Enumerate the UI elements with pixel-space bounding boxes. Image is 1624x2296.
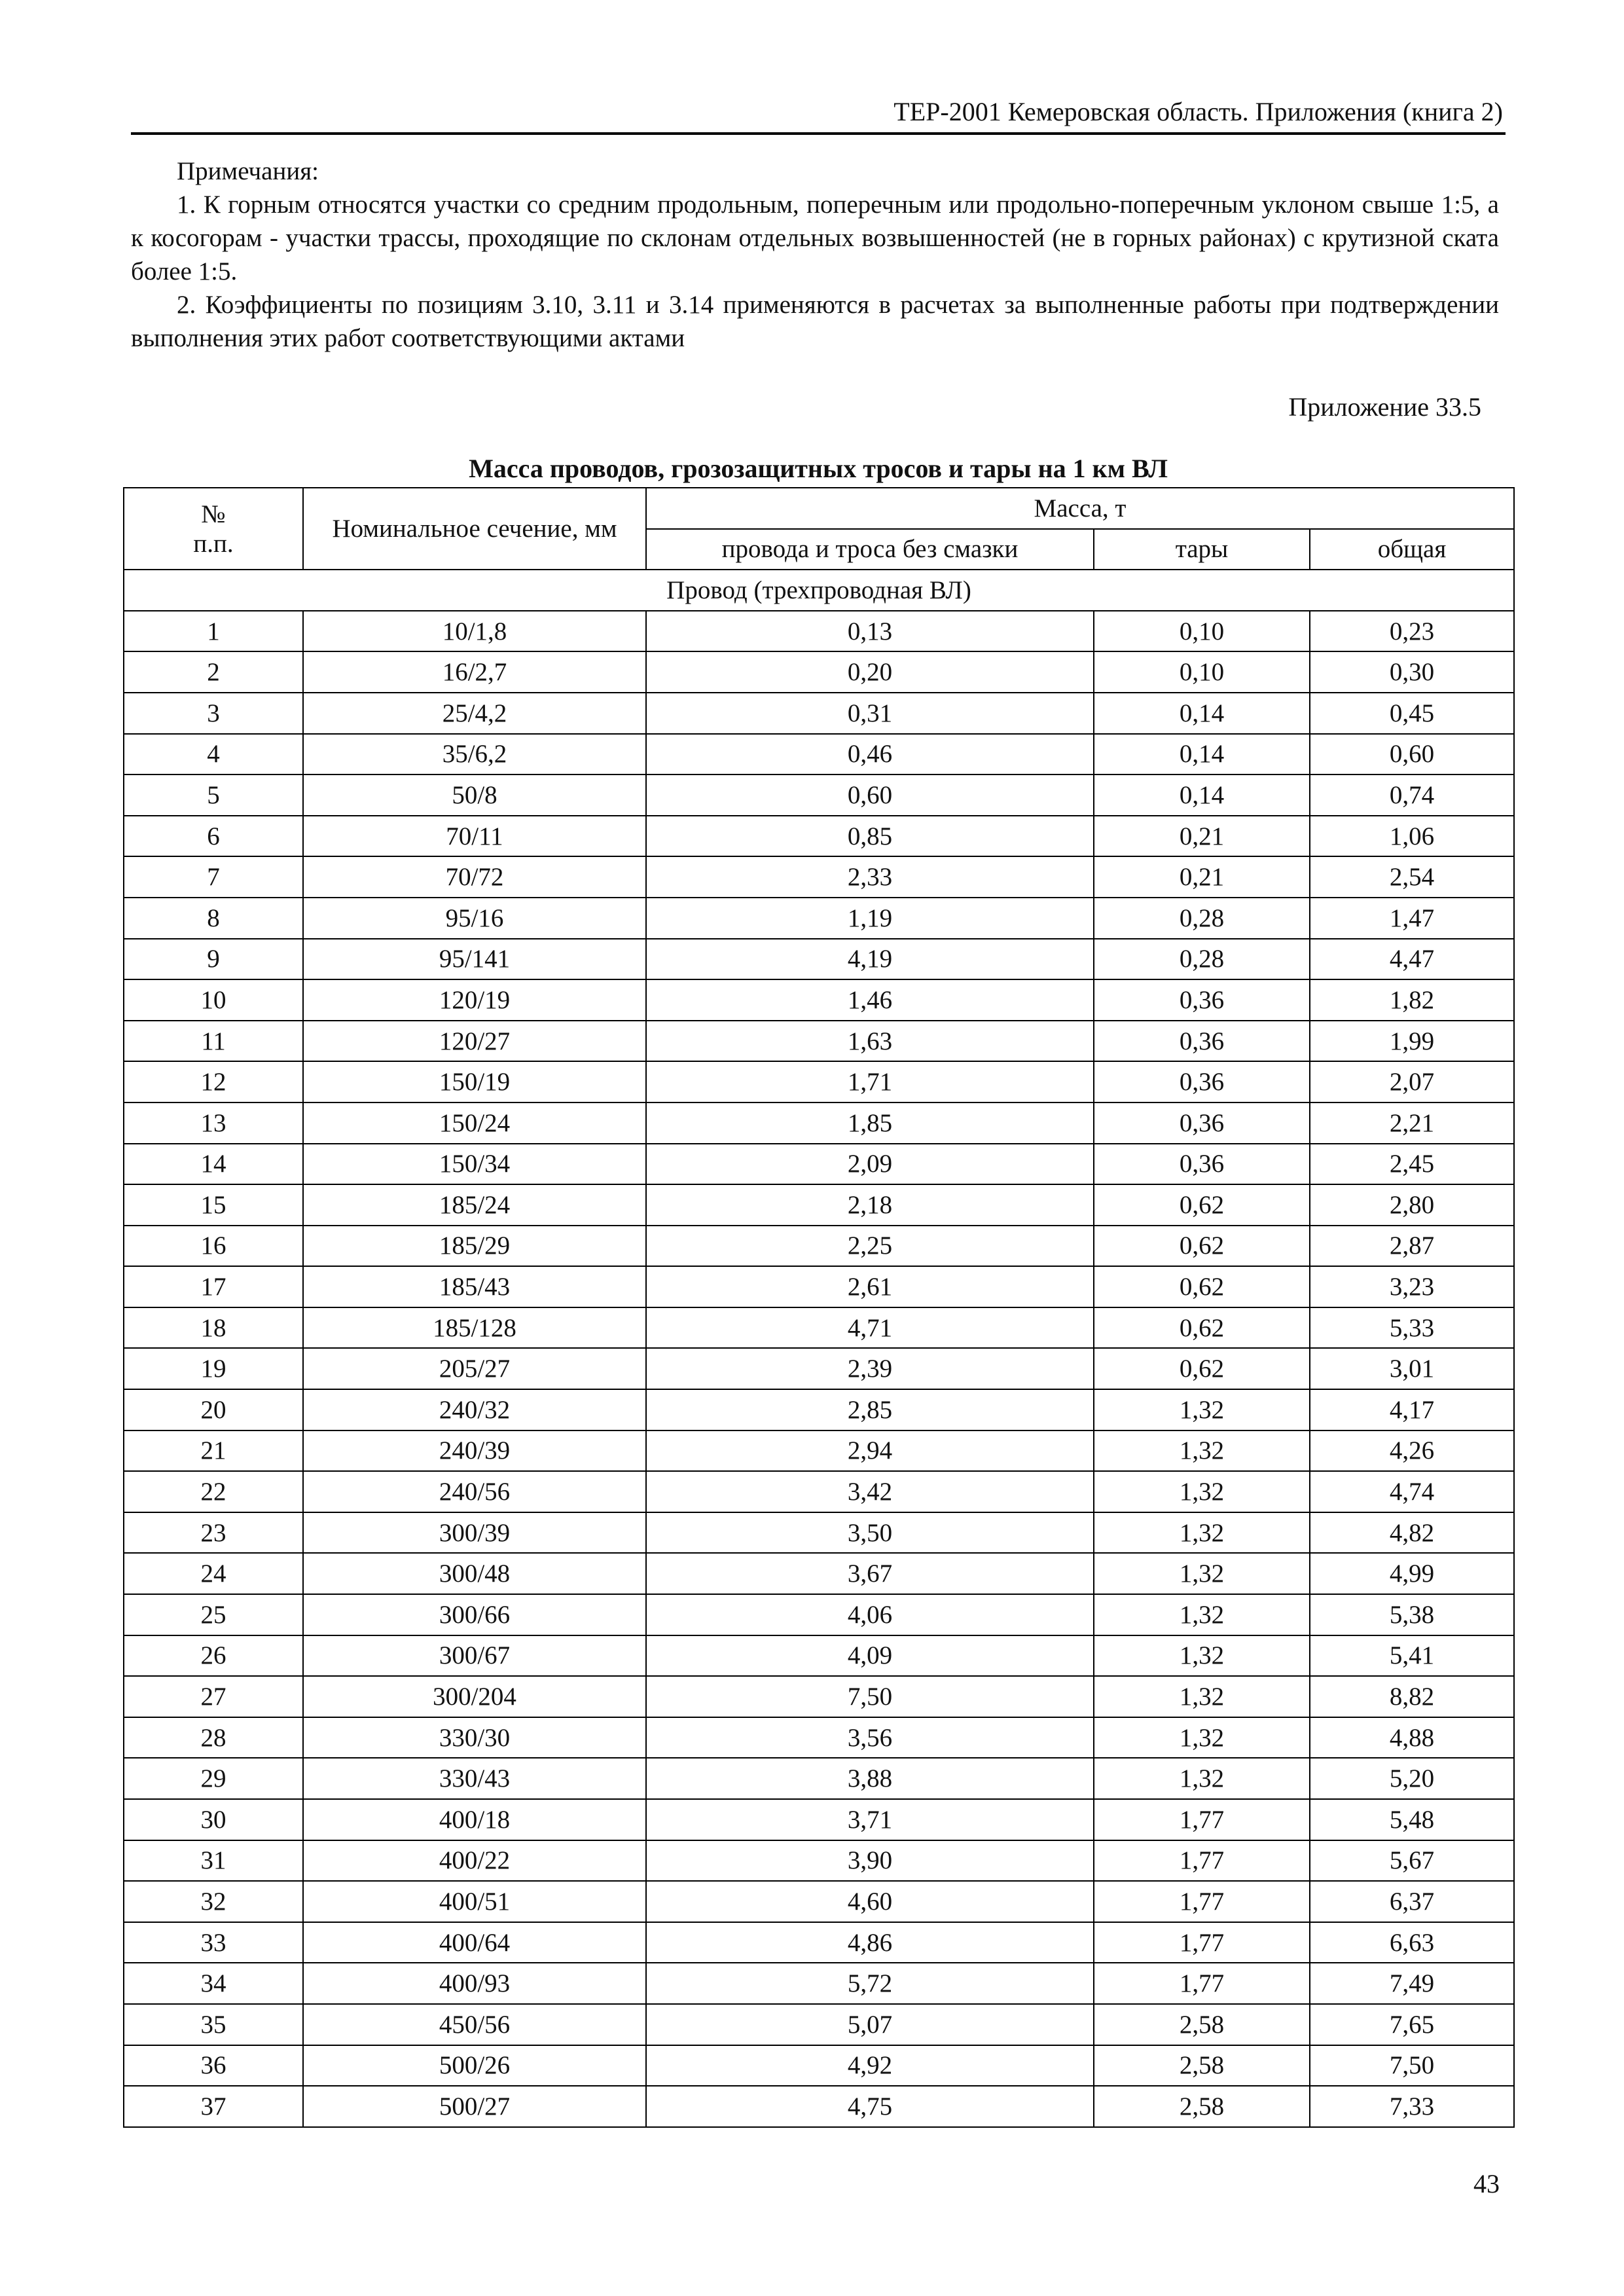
wire-mass: 3,90 (646, 1840, 1094, 1882)
row-number: 7 (124, 856, 303, 898)
tare-mass: 0,36 (1094, 1021, 1310, 1062)
table-row (124, 1758, 1514, 1799)
nominal-section: 300/48 (303, 1553, 646, 1594)
wire-mass: 0,60 (646, 774, 1094, 816)
row-number: 13 (124, 1102, 303, 1144)
wire-mass: 0,20 (646, 651, 1094, 693)
header-section: Номинальное сечение, мм (303, 488, 646, 570)
table-row (124, 1021, 1514, 1062)
wire-mass: 4,19 (646, 939, 1094, 980)
wire-mass: 2,25 (646, 1226, 1094, 1267)
total-mass: 8,82 (1310, 1676, 1514, 1717)
total-mass: 3,23 (1310, 1266, 1514, 1307)
table-row (124, 734, 1514, 775)
tare-mass: 1,32 (1094, 1389, 1310, 1430)
total-mass: 5,41 (1310, 1635, 1514, 1677)
wire-mass: 2,85 (646, 1389, 1094, 1430)
tare-mass: 0,10 (1094, 651, 1310, 693)
nominal-section: 95/16 (303, 898, 646, 939)
total-mass: 0,23 (1310, 611, 1514, 652)
total-mass: 4,88 (1310, 1717, 1514, 1758)
nominal-section: 150/34 (303, 1144, 646, 1185)
wire-mass: 2,33 (646, 856, 1094, 898)
wire-mass: 4,06 (646, 1594, 1094, 1635)
tare-mass: 1,32 (1094, 1553, 1310, 1594)
wire-mass: 1,71 (646, 1061, 1094, 1102)
nominal-section: 205/27 (303, 1348, 646, 1389)
table-row (124, 693, 1514, 734)
row-number: 37 (124, 2086, 303, 2127)
total-mass: 7,65 (1310, 2004, 1514, 2045)
header-wire: провода и троса без смазки (646, 529, 1094, 570)
header-number-line1: № (201, 500, 226, 528)
nominal-section: 120/27 (303, 1021, 646, 1062)
row-number: 25 (124, 1594, 303, 1635)
wire-mass: 3,71 (646, 1799, 1094, 1840)
total-mass: 5,33 (1310, 1307, 1514, 1349)
nominal-section: 185/43 (303, 1266, 646, 1307)
table-row (124, 1348, 1514, 1389)
wire-mass: 3,67 (646, 1553, 1094, 1594)
table-row (124, 1799, 1514, 1840)
table-row (124, 1144, 1514, 1185)
table-row (124, 1922, 1514, 1963)
table-row (124, 1307, 1514, 1349)
row-number: 22 (124, 1471, 303, 1512)
wire-mass: 3,50 (646, 1512, 1094, 1554)
wire-mass: 1,85 (646, 1102, 1094, 1144)
notes-heading: Примечания: (177, 157, 319, 185)
row-number: 21 (124, 1430, 303, 1472)
table-row (124, 1717, 1514, 1758)
table-row (124, 2045, 1514, 2086)
row-number: 24 (124, 1553, 303, 1594)
nominal-section: 330/43 (303, 1758, 646, 1799)
total-mass: 1,99 (1310, 1021, 1514, 1062)
total-mass: 4,26 (1310, 1430, 1514, 1472)
tare-mass: 0,14 (1094, 734, 1310, 775)
total-mass: 0,60 (1310, 734, 1514, 775)
total-mass: 0,30 (1310, 651, 1514, 693)
total-mass: 7,50 (1310, 2045, 1514, 2086)
wire-mass: 5,72 (646, 1963, 1094, 2004)
nominal-section: 150/24 (303, 1102, 646, 1144)
nominal-section: 240/39 (303, 1430, 646, 1472)
wire-mass: 0,13 (646, 611, 1094, 652)
table-row (124, 2004, 1514, 2045)
wire-mass: 2,18 (646, 1184, 1094, 1226)
tare-mass: 1,32 (1094, 1594, 1310, 1635)
total-mass: 7,49 (1310, 1963, 1514, 2004)
row-number: 31 (124, 1840, 303, 1882)
tare-mass: 1,32 (1094, 1635, 1310, 1677)
nominal-section: 450/56 (303, 2004, 646, 2045)
total-mass: 2,07 (1310, 1061, 1514, 1102)
page-header (131, 92, 1506, 135)
tare-mass: 1,77 (1094, 1922, 1310, 1963)
row-number: 19 (124, 1348, 303, 1389)
tare-mass: 1,32 (1094, 1717, 1310, 1758)
nominal-section: 500/26 (303, 2045, 646, 2086)
row-number: 15 (124, 1184, 303, 1226)
table-row (124, 1471, 1514, 1512)
row-number: 4 (124, 734, 303, 775)
nominal-section: 400/93 (303, 1963, 646, 2004)
wire-mass: 4,92 (646, 2045, 1094, 2086)
row-number: 28 (124, 1717, 303, 1758)
nominal-section: 330/30 (303, 1717, 646, 1758)
header-mass: Масса, т (646, 488, 1514, 529)
row-number: 34 (124, 1963, 303, 2004)
row-number: 35 (124, 2004, 303, 2045)
table-row (124, 1266, 1514, 1307)
nominal-section: 240/32 (303, 1389, 646, 1430)
table-row (124, 1594, 1514, 1635)
total-mass: 4,74 (1310, 1471, 1514, 1512)
tare-mass: 0,21 (1094, 856, 1310, 898)
total-mass: 6,63 (1310, 1922, 1514, 1963)
nominal-section: 400/51 (303, 1881, 646, 1922)
total-mass: 0,74 (1310, 774, 1514, 816)
wire-mass: 7,50 (646, 1676, 1094, 1717)
group-label: Провод (трехпроводная ВЛ) (124, 570, 1514, 611)
nominal-section: 300/66 (303, 1594, 646, 1635)
row-number: 23 (124, 1512, 303, 1554)
wire-mass: 5,07 (646, 2004, 1094, 2045)
note-1: 1. К горным относятся участки со средним продольным, поперечным или продольно-поперечным уклоном свыше 1:5, а к косогорам - участки трассы, проходящие по склонам отдельных возвышенностей (не в горных районах) с крутизной ската более 1:5. (131, 191, 1499, 285)
appendix-label: Приложение 33.5 (1288, 392, 1481, 422)
row-number: 26 (124, 1635, 303, 1677)
wire-mass: 1,46 (646, 979, 1094, 1021)
wire-mass: 1,19 (646, 898, 1094, 939)
tare-mass: 2,58 (1094, 2004, 1310, 2045)
wire-mass: 2,39 (646, 1348, 1094, 1389)
table-row (124, 979, 1514, 1021)
table-title: Масса проводов, грозозащитных тросов и тары на 1 км ВЛ (469, 454, 1168, 483)
total-mass: 2,54 (1310, 856, 1514, 898)
tare-mass: 2,58 (1094, 2086, 1310, 2127)
row-number: 16 (124, 1226, 303, 1267)
row-number: 33 (124, 1922, 303, 1963)
table-row (124, 939, 1514, 980)
table-row (124, 1963, 1514, 2004)
tare-mass: 1,32 (1094, 1512, 1310, 1554)
wire-mass: 3,42 (646, 1471, 1094, 1512)
header-tare: тары (1094, 529, 1310, 570)
total-mass: 4,99 (1310, 1553, 1514, 1594)
table-row (124, 1881, 1514, 1922)
tare-mass: 1,77 (1094, 1799, 1310, 1840)
wire-mass: 2,94 (646, 1430, 1094, 1472)
tare-mass: 0,62 (1094, 1307, 1310, 1349)
nominal-section: 25/4,2 (303, 693, 646, 734)
wire-mass: 0,85 (646, 816, 1094, 857)
nominal-section: 95/141 (303, 939, 646, 980)
total-mass: 2,21 (1310, 1102, 1514, 1144)
total-mass: 2,45 (1310, 1144, 1514, 1185)
row-number: 20 (124, 1389, 303, 1430)
table-row (124, 1676, 1514, 1717)
nominal-section: 70/72 (303, 856, 646, 898)
row-number: 6 (124, 816, 303, 857)
wire-mass: 4,60 (646, 1881, 1094, 1922)
nominal-section: 120/19 (303, 979, 646, 1021)
table-row (124, 1430, 1514, 1472)
table-row (124, 1226, 1514, 1267)
wire-mass: 2,61 (646, 1266, 1094, 1307)
nominal-section: 300/39 (303, 1512, 646, 1554)
tare-mass: 0,36 (1094, 1061, 1310, 1102)
total-mass: 4,17 (1310, 1389, 1514, 1430)
row-number: 2 (124, 651, 303, 693)
nominal-section: 150/19 (303, 1061, 646, 1102)
nominal-section: 500/27 (303, 2086, 646, 2127)
tare-mass: 0,14 (1094, 693, 1310, 734)
table-row (124, 1061, 1514, 1102)
row-number: 1 (124, 611, 303, 652)
total-mass: 2,87 (1310, 1226, 1514, 1267)
nominal-section: 16/2,7 (303, 651, 646, 693)
note-2: 2. Коэффициенты по позициям 3.10, 3.11 и 3.14 применяются в расчетах за выполненные работы при подтверждении выполнения этих работ соответствующими актами (131, 291, 1499, 352)
tare-mass: 1,32 (1094, 1758, 1310, 1799)
total-mass: 6,37 (1310, 1881, 1514, 1922)
row-number: 10 (124, 979, 303, 1021)
tare-mass: 0,36 (1094, 979, 1310, 1021)
wire-mass: 3,88 (646, 1758, 1094, 1799)
tare-mass: 0,62 (1094, 1348, 1310, 1389)
table-row (124, 611, 1514, 652)
table-row (124, 1389, 1514, 1430)
table-row (124, 774, 1514, 816)
row-number: 8 (124, 898, 303, 939)
total-mass: 3,01 (1310, 1348, 1514, 1389)
nominal-section: 185/24 (303, 1184, 646, 1226)
wire-mass: 4,86 (646, 1922, 1094, 1963)
nominal-section: 185/128 (303, 1307, 646, 1349)
total-mass: 5,48 (1310, 1799, 1514, 1840)
tare-mass: 0,36 (1094, 1102, 1310, 1144)
tare-mass: 0,14 (1094, 774, 1310, 816)
notes (131, 155, 1499, 355)
header-title: ТЕР-2001 Кемеровская область. Приложения (книга 2) (893, 97, 1503, 126)
table-row (124, 1840, 1514, 1882)
tare-mass: 2,58 (1094, 2045, 1310, 2086)
wire-mass: 4,71 (646, 1307, 1094, 1349)
nominal-section: 50/8 (303, 774, 646, 816)
row-number: 9 (124, 939, 303, 980)
row-number: 14 (124, 1144, 303, 1185)
total-mass: 1,06 (1310, 816, 1514, 857)
tare-mass: 0,10 (1094, 611, 1310, 652)
total-mass: 1,47 (1310, 898, 1514, 939)
total-mass: 4,47 (1310, 939, 1514, 980)
header-total: общая (1310, 529, 1514, 570)
header-number-line2: п.п. (193, 529, 234, 558)
nominal-section: 185/29 (303, 1226, 646, 1267)
nominal-section: 400/64 (303, 1922, 646, 1963)
tare-mass: 1,32 (1094, 1471, 1310, 1512)
table-row (124, 2086, 1514, 2127)
total-mass: 7,33 (1310, 2086, 1514, 2127)
table-row (124, 1512, 1514, 1554)
wire-mass: 4,09 (646, 1635, 1094, 1677)
table-row (124, 856, 1514, 898)
nominal-section: 10/1,8 (303, 611, 646, 652)
nominal-section: 35/6,2 (303, 734, 646, 775)
wire-mass: 4,75 (646, 2086, 1094, 2127)
tare-mass: 1,32 (1094, 1676, 1310, 1717)
page-number: 43 (1473, 2169, 1500, 2198)
wire-mass: 0,46 (646, 734, 1094, 775)
row-number: 18 (124, 1307, 303, 1349)
wire-mass: 3,56 (646, 1717, 1094, 1758)
total-mass: 5,67 (1310, 1840, 1514, 1882)
tare-mass: 0,21 (1094, 816, 1310, 857)
tare-mass: 0,62 (1094, 1266, 1310, 1307)
tare-mass: 0,62 (1094, 1184, 1310, 1226)
wire-mass: 2,09 (646, 1144, 1094, 1185)
tare-mass: 0,28 (1094, 898, 1310, 939)
tare-mass: 1,77 (1094, 1881, 1310, 1922)
row-number: 11 (124, 1021, 303, 1062)
tare-mass: 1,77 (1094, 1963, 1310, 2004)
table-row (124, 1553, 1514, 1594)
tare-mass: 1,32 (1094, 1430, 1310, 1472)
row-number: 5 (124, 774, 303, 816)
nominal-section: 400/18 (303, 1799, 646, 1840)
row-number: 30 (124, 1799, 303, 1840)
total-mass: 1,82 (1310, 979, 1514, 1021)
tare-mass: 0,36 (1094, 1144, 1310, 1185)
table-row (124, 1635, 1514, 1677)
row-number: 32 (124, 1881, 303, 1922)
total-mass: 5,38 (1310, 1594, 1514, 1635)
mass-table (123, 487, 1515, 2128)
nominal-section: 400/22 (303, 1840, 646, 1882)
tare-mass: 0,28 (1094, 939, 1310, 980)
tare-mass: 0,62 (1094, 1226, 1310, 1267)
table-row (124, 816, 1514, 857)
total-mass: 5,20 (1310, 1758, 1514, 1799)
total-mass: 0,45 (1310, 693, 1514, 734)
nominal-section: 240/56 (303, 1471, 646, 1512)
row-number: 17 (124, 1266, 303, 1307)
nominal-section: 300/204 (303, 1676, 646, 1717)
row-number: 27 (124, 1676, 303, 1717)
wire-mass: 1,63 (646, 1021, 1094, 1062)
nominal-section: 70/11 (303, 816, 646, 857)
row-number: 3 (124, 693, 303, 734)
nominal-section: 300/67 (303, 1635, 646, 1677)
table-row (124, 1184, 1514, 1226)
tare-mass: 1,77 (1094, 1840, 1310, 1882)
table-row (124, 898, 1514, 939)
header-number (124, 488, 303, 570)
total-mass: 2,80 (1310, 1184, 1514, 1226)
row-number: 36 (124, 2045, 303, 2086)
row-number: 12 (124, 1061, 303, 1102)
table-row (124, 651, 1514, 693)
wire-mass: 0,31 (646, 693, 1094, 734)
row-number: 29 (124, 1758, 303, 1799)
table-row (124, 1102, 1514, 1144)
total-mass: 4,82 (1310, 1512, 1514, 1554)
